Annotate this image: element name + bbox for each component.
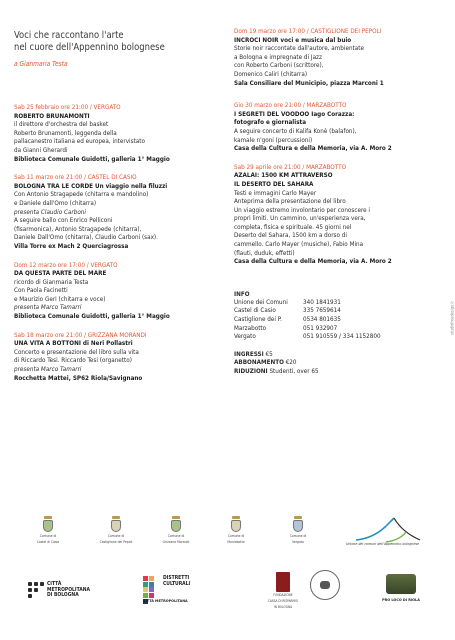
event-line: cammello. Carlo Mayer (musiche), Fabio Mina <box>234 241 364 249</box>
appennino-label: Unione dei comuni dell'Appennino bolognese <box>346 542 420 546</box>
event-line: Storie noir raccontate dall'autore, ambientate <box>234 45 364 53</box>
crest-label: Comune di <box>107 534 125 538</box>
proloco-text: PRO LOCO DI RIOLA <box>382 597 420 602</box>
event-line: da Gianni Gherardi <box>14 146 68 154</box>
info-phone: 0534 801635 <box>303 316 341 324</box>
designer-credit: studiofreedesign.it <box>450 301 455 335</box>
info-phone: 340 1841931 <box>303 298 341 306</box>
event-place: Biblioteca Comunale Guidotti, galleria 1° Maggio <box>14 313 170 321</box>
info-section <box>234 291 434 377</box>
cm-line: DI BOLOGNA <box>47 592 79 599</box>
event-title: INCROCI NOIR voci e musica dal buio <box>234 36 352 44</box>
crown-icon <box>294 516 302 519</box>
event-brunamonti <box>14 104 226 164</box>
castle-icon <box>386 574 416 594</box>
dc-line: DISTRETTI <box>163 575 190 581</box>
event-date: Sab 11 marzo ore 21:00 / CASTEL DI CASIO <box>14 174 137 182</box>
crown-icon <box>172 516 180 519</box>
event-bologna-tra-le-corde <box>14 174 226 251</box>
mountain-wave-icon <box>346 518 428 544</box>
event-line: di Riccardo Tesi. Riccardo Tesi (organetto) <box>14 357 132 365</box>
intro-title-line2: nel cuore dell'Appennino bolognese <box>14 42 165 53</box>
crest-label: Castel di Casio <box>36 540 60 544</box>
crest-castiglione-dei-pepoli <box>96 516 136 544</box>
event-title: DA QUESTA PARTE DEL MARE <box>14 270 107 278</box>
event-place: Villa Torre ex Mach 2 Querciagrossa <box>14 242 129 250</box>
event-line: Roberto Brunamonti, leggenda della <box>14 129 117 137</box>
info-phone: 051 910559 / 334 1152800 <box>303 333 381 341</box>
proloco-riola-logo <box>376 574 426 602</box>
event-una-vita-a-bottoni <box>14 332 226 384</box>
cm-line: METROPOLITANA <box>47 586 90 593</box>
right-column <box>234 28 434 377</box>
event-line: Concerto e presentazione del libro sulla vita <box>14 348 139 356</box>
info-phone: 335 7659614 <box>303 307 341 315</box>
event-date: Sab 18 marzo ore 21:00 / GRIZZANA MORANDI <box>14 331 147 339</box>
event-title: BOLOGNA TRA LE CORDE Un viaggio nella filuzzi <box>14 182 168 190</box>
event-line: Un viaggio estremo involontario per conoscere i <box>234 206 371 214</box>
price-label: INGRESSI <box>234 350 264 358</box>
event-line: (fisarmonica), Antonio Stragapede (chitarra), <box>14 225 142 233</box>
price-value: Studenti, over 65 <box>267 368 319 375</box>
dc-sub: CITTÀ METROPOLITANA <box>143 598 188 603</box>
info-key: Marzabotto <box>234 324 267 332</box>
shield-icon <box>171 520 181 532</box>
crest-grizzana-morandi <box>156 516 196 544</box>
fondazione-line: IN BOLOGNA <box>273 604 293 609</box>
dedication-author: a Gianmaria Testa <box>14 60 68 68</box>
info-key: Castiglione dei P. <box>234 316 282 324</box>
event-line: A seguire ballo con Enrico Pelliconi <box>14 217 113 225</box>
event-line: ricordo di Gianmaria Testa <box>14 278 89 286</box>
event-date: Gio 30 marzo ore 21:00 / MARZABOTTO <box>234 102 347 110</box>
price-label: ABBONAMENTO <box>234 359 284 367</box>
event-place: Sala Consiliare del Municipio, piazza Marconi 1 <box>234 79 384 87</box>
event-presenter: presenta Marco Tamarri <box>14 366 82 374</box>
shield-icon <box>111 520 121 532</box>
event-title: ROBERTO BRUNAMONTI <box>14 112 90 120</box>
distretti-text <box>163 576 190 587</box>
crown-icon <box>232 516 240 519</box>
event-line: e Daniele dall'Omo (chitarra) <box>14 199 97 207</box>
event-title: AZALAI: 1500 KM ATTRAVERSO <box>234 172 333 180</box>
price-value: €5 <box>263 350 273 358</box>
event-place: Casa della Cultura e della Memoria, via A. Moro 2 <box>234 145 392 153</box>
event-line: Anteprima della presentazione del libro <box>234 198 346 206</box>
municipality-logos <box>28 516 428 556</box>
crest-label: Grizzana Morandi <box>162 540 190 544</box>
event-date: Dom 12 marzo ore 17:00 / VERGATO <box>14 261 118 269</box>
fondazione-line: CASSA DI RISPARMIO <box>267 598 299 603</box>
event-line: con Roberto Carboni (scrittore), <box>234 62 324 70</box>
event-line: Testi e immagini Carlo Mayer <box>234 189 317 197</box>
event-line: pallacanestro italiana ed europea, intervistato <box>14 138 145 146</box>
crown-icon <box>112 516 120 519</box>
crest-label: Comune di <box>227 534 245 538</box>
crest-label: Comune di <box>39 534 57 538</box>
event-line: kamale n'goni (percussioni) <box>234 136 313 144</box>
fondazione-mark-icon <box>276 572 290 592</box>
event-line: Con Antonio Stragapede (chitarra e mandolino) <box>14 191 149 199</box>
event-title-line2: IL DESERTO DEL SAHARA <box>234 180 314 188</box>
info-phone: 051 932907 <box>303 324 338 332</box>
event-line: Deserto del Sahara, 1500 km a dorso di <box>234 232 347 240</box>
event-title: UNA VITA A BOTTONI di Neri Pollastri <box>14 340 133 348</box>
event-incroci-noir <box>234 28 434 88</box>
info-row <box>234 333 434 342</box>
crest-castel-di-casio <box>28 516 68 544</box>
event-place: Biblioteca Comunale Guidotti, galleria 1° Maggio <box>14 155 170 163</box>
distretti-culturali-logo <box>143 576 213 604</box>
price-label: RIDUZIONI <box>234 368 268 375</box>
info-row <box>234 325 434 334</box>
price-abbonamento <box>234 359 434 368</box>
fondazione-carisbo-logo <box>258 572 308 609</box>
citta-metropolitana-logo <box>28 582 90 599</box>
event-line: (flauti, duduk, effetti) <box>234 249 295 257</box>
event-azalai <box>234 164 434 267</box>
info-row <box>234 299 434 308</box>
event-title: I SEGRETI DEL VOODOO Iago Corazza: <box>234 110 355 118</box>
crest-label: Comune di <box>289 534 307 538</box>
event-place: Rocchetta Mattei, SP62 Riola/Savignano <box>14 374 143 382</box>
event-line: Con Paola Facinetti <box>14 287 68 295</box>
crest-label: Marzabotto <box>227 540 245 544</box>
crest-label: Comune di <box>167 534 185 538</box>
event-line: propri limiti. Un cammino, un'esperienza vera, <box>234 215 366 223</box>
metropolitan-mark-icon <box>28 582 44 598</box>
cm-line: CITTÀ <box>47 581 62 587</box>
price-value: €20 <box>283 359 297 367</box>
event-da-questa-parte-del-mare <box>14 262 226 322</box>
intro-title-line1: Voci che raccontano l'arte <box>14 30 124 41</box>
info-key: Castel di Casio <box>234 307 276 315</box>
crest-marzabotto <box>216 516 256 544</box>
info-row <box>234 316 434 325</box>
left-column <box>14 30 226 393</box>
price-riduzioni <box>234 368 434 377</box>
event-segreti-del-voodoo <box>234 102 434 154</box>
price-ingressi <box>234 351 434 360</box>
crest-label: Castiglione dei Pepoli <box>99 540 133 544</box>
event-title-line2: fotografo e giornalista <box>234 119 307 127</box>
sponsor-logos <box>28 570 428 620</box>
event-place: Casa della Cultura e della Memoria, via A. Moro 2 <box>234 258 392 266</box>
fondazione-line: FONDAZIONE <box>273 593 293 597</box>
event-line: A seguire concerto di Kalifa Konè (balafon), <box>234 127 357 135</box>
event-line: a Bologna e impregnate di Jazz <box>234 53 322 61</box>
event-presenter: presenta Claudio Carboni <box>14 208 86 216</box>
event-line: completa, fisica e spirituale. 45 giorni nel <box>234 223 352 231</box>
event-line: Domenico Caliri (chitarra) <box>234 70 308 78</box>
info-heading: INFO <box>234 290 250 298</box>
unione-appennino-logo <box>346 518 428 554</box>
dc-line: CULTURALI <box>163 580 191 587</box>
citta-metropolitana-text <box>47 582 90 599</box>
event-line: il direttore d'orchestra del basket <box>14 121 109 129</box>
crest-vergato <box>278 516 318 544</box>
shield-icon <box>293 520 303 532</box>
info-row <box>234 307 434 316</box>
crest-label: Vergato <box>292 540 304 544</box>
event-date: Sab 29 aprile ore 21:00 / MARZABOTTO <box>234 163 347 171</box>
event-date: Sab 25 febbraio ore 21:00 / VERGATO <box>14 104 121 111</box>
event-line: e Maurizio Geri (chitarra e voce) <box>14 295 106 303</box>
shield-icon <box>43 520 53 532</box>
event-date: Dom 19 marzo ore 17:00 / CASTIGLIONE DEI PEPOLI <box>234 28 382 35</box>
crown-icon <box>44 516 52 519</box>
event-line: Daniele Dall'Omo (chitarra), Claudio Carboni (sax). <box>14 234 158 242</box>
shield-icon <box>231 520 241 532</box>
circular-emblem-icon <box>310 570 340 600</box>
event-presenter: presenta Marco Tamarri <box>14 304 82 312</box>
info-key: Vergato <box>234 333 256 341</box>
info-key: Unione dei Comuni <box>234 298 288 306</box>
